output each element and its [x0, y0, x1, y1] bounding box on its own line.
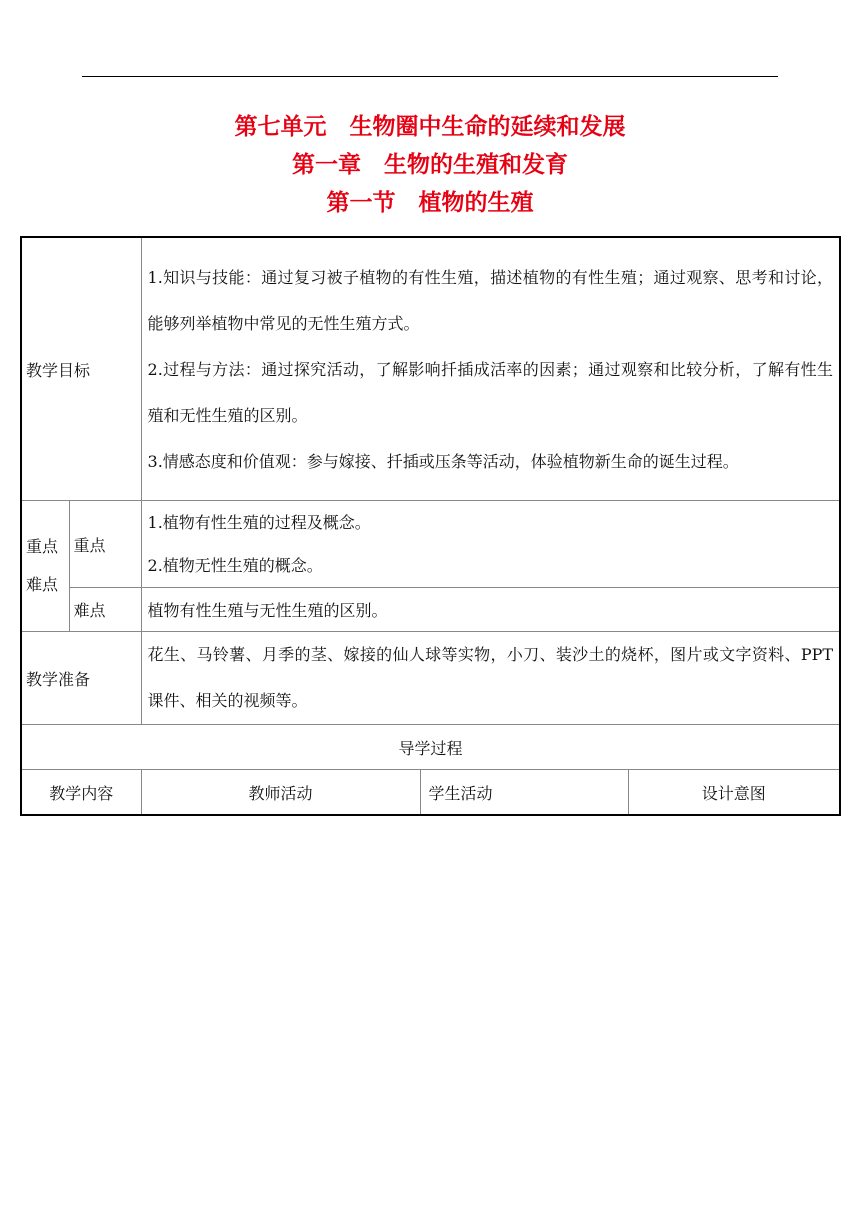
column-header: 学生活动 — [420, 770, 628, 816]
title-block — [0, 108, 860, 222]
process-header: 导学过程 — [21, 725, 840, 770]
key-row — [21, 501, 840, 588]
key-item: 2.植物无性生殖的概念。 — [147, 556, 323, 575]
unit-title: 第七单元 生物圈中生命的延续和发展 — [234, 114, 626, 140]
key-item: 1.植物有性生殖的过程及概念。 — [147, 513, 371, 532]
goals-row — [21, 237, 840, 501]
prep-row — [21, 632, 840, 725]
keypoints-label: 重点难点 — [21, 501, 69, 632]
column-header: 教学内容 — [21, 770, 141, 816]
goal-item: 3.情感态度和价值观：参与嫁接、扦插或压条等活动，体验植物新生命的诞生过程。 — [147, 452, 739, 471]
goal-item: 1.知识与技能：通过复习被子植物的有性生殖，描述植物的有性生殖；通过观察、思考和讨论，能够列举植物中常见的无性生殖方式。 — [147, 268, 834, 333]
column-header: 教师活动 — [141, 770, 420, 816]
difficult-label: 难点 — [69, 588, 141, 632]
header-rule — [82, 76, 778, 77]
goal-item: 2.过程与方法：通过探究活动，了解影响扦插成活率的因素；通过观察和比较分析，了解有性生殖和无性生殖的区别。 — [147, 360, 834, 425]
process-header-row — [21, 725, 840, 770]
difficult-content: 植物有性生殖与无性生殖的区别。 — [141, 588, 840, 632]
column-header: 设计意图 — [628, 770, 840, 816]
chapter-title: 第一章 生物的生殖和发育 — [292, 152, 568, 178]
key-content — [141, 501, 840, 588]
lesson-plan-table — [20, 236, 841, 816]
prep-content — [141, 632, 840, 725]
goals-content — [141, 237, 840, 501]
goals-label: 教学目标 — [21, 237, 141, 501]
prep-label: 教学准备 — [21, 632, 141, 725]
key-label: 重点 — [69, 501, 141, 588]
prep-text: 花生、马铃薯、月季的茎、嫁接的仙人球等实物，小刀、装沙土的烧杯，图片或文字资料、PPT课件、相关的视频等。 — [147, 645, 834, 710]
difficult-row — [21, 588, 840, 632]
column-header-row — [21, 770, 840, 816]
section-title: 第一节 植物的生殖 — [326, 190, 534, 216]
